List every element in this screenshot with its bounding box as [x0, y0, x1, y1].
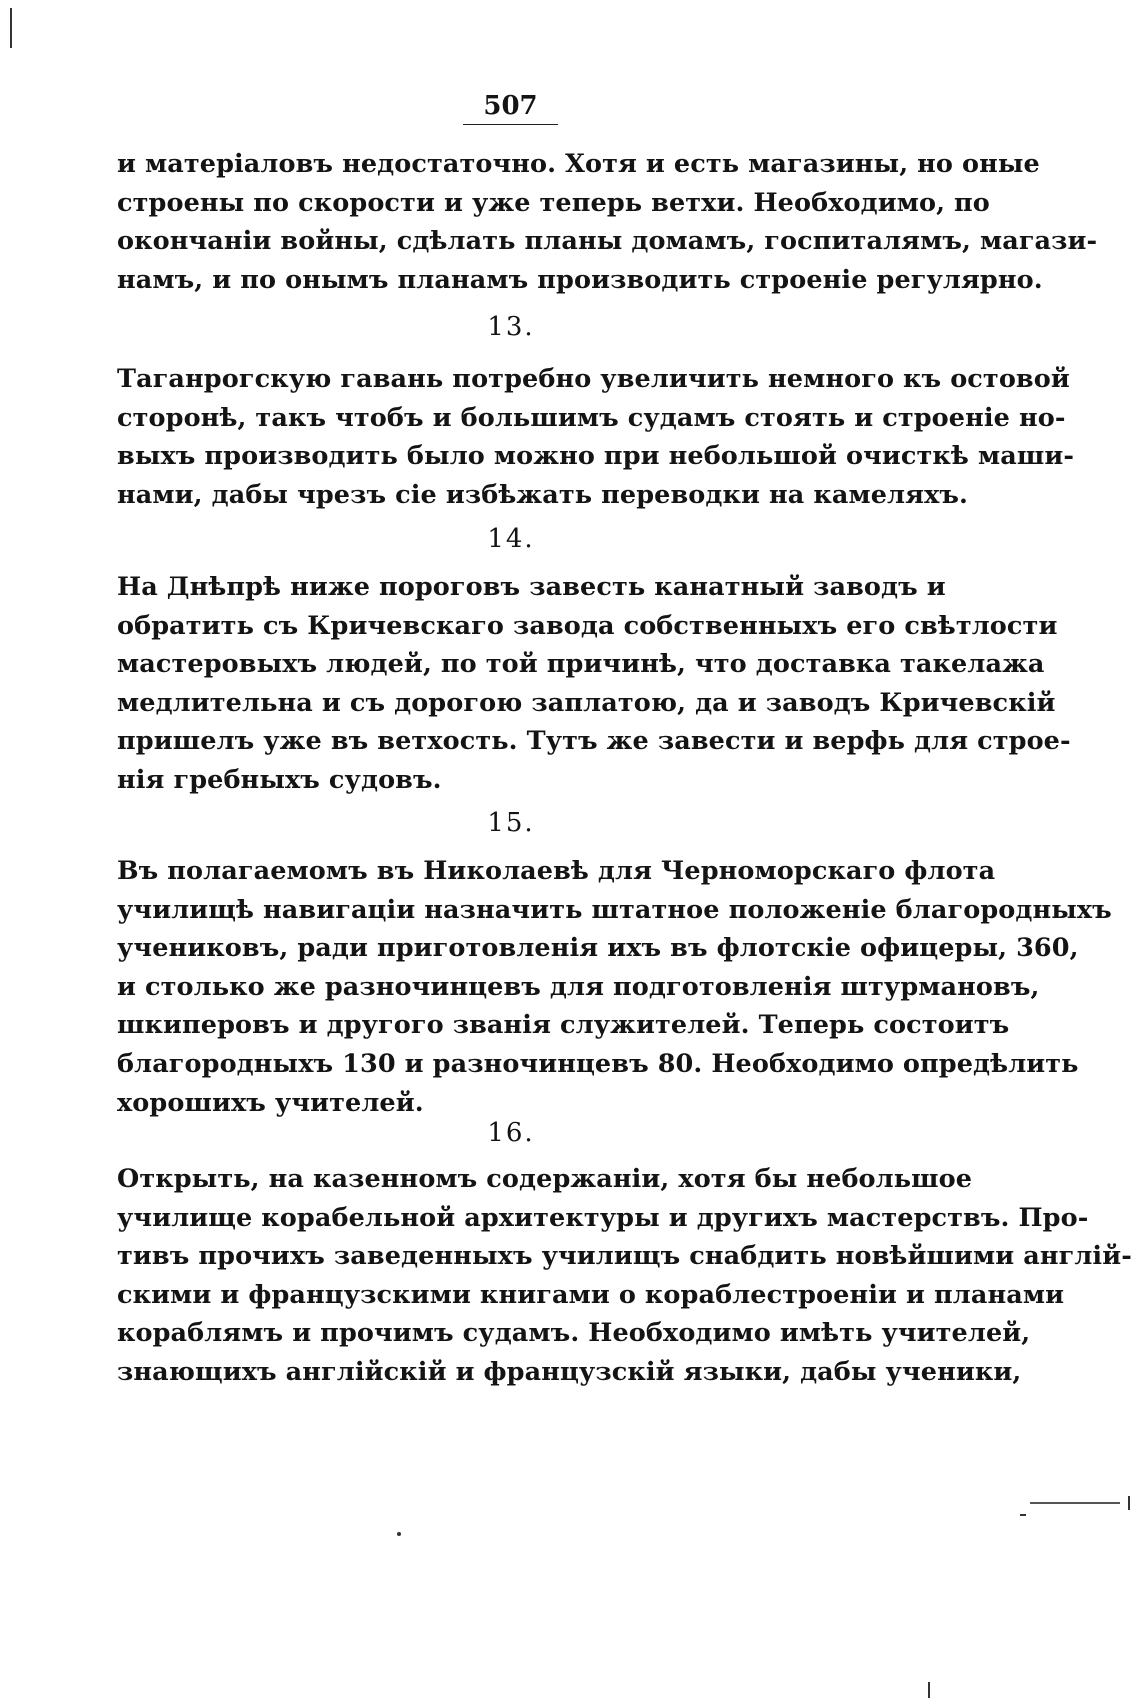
text-line: Таганрогскую гавань потребно увеличить немного къ остовой	[117, 364, 1070, 394]
text-line: училище корабельной архитектуры и другихъ мастерствъ. Про-	[117, 1202, 1089, 1233]
text-line: кораблямъ и прочимъ судамъ. Необходимо имѣть учителей,	[117, 1318, 1031, 1349]
scan-speck	[1020, 1514, 1026, 1516]
scan-edge-mark	[1128, 1496, 1130, 1510]
paragraph-15	[117, 852, 1112, 1122]
section-number-16: 16.	[487, 1118, 535, 1148]
text-line: пришелъ уже въ ветхость. Тутъ же завести и верфь для строе-	[117, 726, 1071, 757]
text-line: нія гребныхъ судовъ.	[117, 764, 442, 795]
text-line: скими и французскими книгами о кораблестроеніи и планами	[117, 1279, 1065, 1310]
section-number-15: 15.	[487, 808, 535, 838]
text-line: строены по скорости и уже теперь ветхи. Необходимо, по	[117, 187, 990, 218]
scan-speck	[397, 1532, 401, 1536]
text-line: нами, дабы чрезъ сіе избѣжать переводки на камеляхъ.	[117, 479, 969, 510]
section-number-14: 14.	[487, 524, 535, 554]
text-line: и столько же разночинцевъ для подготовленія штурмановъ,	[117, 971, 1040, 1002]
text-line: мастеровыхъ людей, по той причинѣ, что доставка такелажа	[117, 649, 1045, 680]
text-line: На Днѣпрѣ ниже пороговъ завесть канатный заводъ и	[117, 572, 946, 602]
text-line: учениковъ, ради приготовленія ихъ въ флотскіе офицеры, 360,	[117, 933, 1079, 964]
scan-edge-mark	[1030, 1502, 1120, 1504]
text-line: шкиперовъ и другого званія служителей. Теперь состоитъ	[117, 1010, 1010, 1041]
text-line: знающихъ англійскій и французскій языки, дабы ученики,	[117, 1356, 1022, 1387]
paragraph-12-continued	[117, 145, 1098, 299]
text-line: намъ, и по онымъ планамъ производить строеніе регулярно.	[117, 264, 1043, 295]
text-line: обратить съ Кричевскаго завода собственныхъ его свѣтлости	[117, 610, 1058, 641]
section-number-13: 13.	[487, 312, 535, 342]
text-line: Открыть, на казенномъ содержаніи, хотя бы небольшое	[117, 1164, 973, 1194]
text-line: выхъ производить было можно при небольшой очисткѣ маши-	[117, 441, 1075, 472]
text-line: окончаніи войны, сдѣлать планы домамъ, госпиталямъ, магази-	[117, 226, 1098, 257]
paragraph-14	[117, 568, 1071, 800]
scan-edge-mark	[10, 8, 12, 48]
scan-edge-mark	[928, 1682, 930, 1698]
page-number: 507	[463, 92, 558, 125]
text-line: училищѣ навигаціи назначить штатное положеніе благородныхъ	[117, 894, 1112, 925]
text-line: хорошихъ учителей.	[117, 1087, 424, 1118]
text-line: медлительна и съ дорогою заплатою, да и заводъ Кричевскій	[117, 687, 1056, 718]
paragraph-13	[117, 360, 1075, 514]
paragraph-16	[117, 1160, 1132, 1392]
text-line: тивъ прочихъ заведенныхъ училищъ снабдить новѣйшими англій-	[117, 1241, 1132, 1272]
text-line: благородныхъ 130 и разночинцевъ 80. Необходимо опредѣлить	[117, 1048, 1079, 1079]
text-line: Въ полагаемомъ въ Николаевѣ для Черноморскаго флота	[117, 856, 996, 886]
text-line: и матеріаловъ недостаточно. Хотя и есть магазины, но оные	[117, 149, 1040, 179]
text-line: сторонѣ, такъ чтобъ и большимъ судамъ стоять и строеніе но-	[117, 402, 1066, 433]
